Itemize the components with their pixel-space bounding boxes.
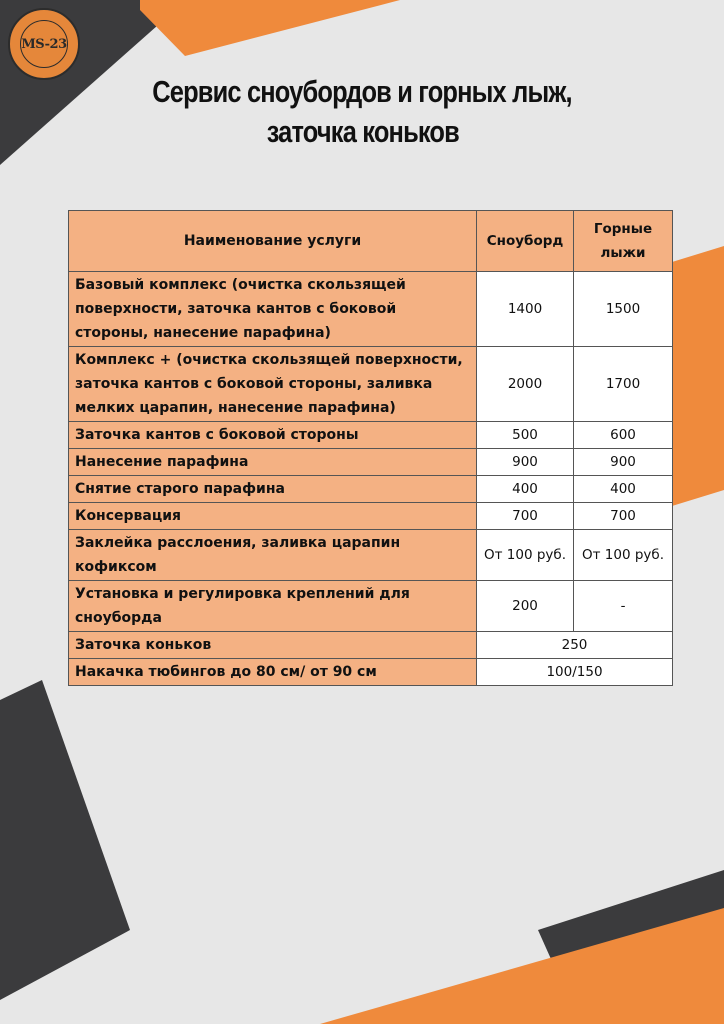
orange-shape-top [140,0,400,56]
table-row [69,449,673,476]
service-name: Заточка кантов с боковой стороны [69,422,477,449]
price-skis: От 100 руб. [574,530,673,581]
service-name: Снятие старого парафина [69,476,477,503]
price-skis: 900 [574,449,673,476]
price-snowboard: 900 [477,449,574,476]
service-name: Заточка коньков [69,632,477,659]
page-title [65,72,659,152]
orange-shape-right [672,246,724,506]
service-name: Комплекс + (очистка скользящей поверхности, заточка кантов с боковой стороны, заливка мелких царапин, нанесение парафина) [69,347,477,422]
logo-inner-ring [20,20,68,68]
price-snowboard: 1400 [477,272,574,347]
service-name: Накачка тюбингов до 80 см/ от 90 см [69,659,477,686]
logo-text: MS-23 [21,36,67,52]
table-row [69,347,673,422]
service-name: Нанесение парафина [69,449,477,476]
ms23-logo [8,8,80,80]
price-skis: 400 [574,476,673,503]
service-name: Консервация [69,503,477,530]
price-snowboard: 200 [477,581,574,632]
header-service-name: Наименование услуги [69,211,477,272]
service-name: Установка и регулировка креплений для сноуборда [69,581,477,632]
price-combined: 250 [477,632,673,659]
table-row [69,503,673,530]
table-row [69,476,673,503]
price-skis: - [574,581,673,632]
price-skis: 700 [574,503,673,530]
table-row [69,581,673,632]
service-name: Базовый комплекс (очистка скользящей поверхности, заточка кантов с боковой стороны, нанесение парафина) [69,272,477,347]
price-snowboard: 400 [477,476,574,503]
table-row [69,530,673,581]
dark-shape-bottom-left [0,680,130,1000]
header-skis: Горные лыжи [574,211,673,272]
price-skis: 1700 [574,347,673,422]
table-row [69,659,673,686]
service-name: Заклейка расслоения, заливка царапин кофиксом [69,530,477,581]
services-price-table [68,210,673,686]
title-line-1: Сервис сноубордов и горных лыж, [152,74,572,109]
price-snowboard: 2000 [477,347,574,422]
table-row [69,272,673,347]
header-snowboard: Сноуборд [477,211,574,272]
price-snowboard: От 100 руб. [477,530,574,581]
price-snowboard: 700 [477,503,574,530]
price-snowboard: 500 [477,422,574,449]
table-row [69,422,673,449]
price-combined: 100/150 [477,659,673,686]
table-row [69,632,673,659]
price-skis: 600 [574,422,673,449]
title-line-2: заточка коньков [266,114,459,149]
orange-shape-bottom-right [320,908,724,1024]
table-header-row [69,211,673,272]
price-skis: 1500 [574,272,673,347]
